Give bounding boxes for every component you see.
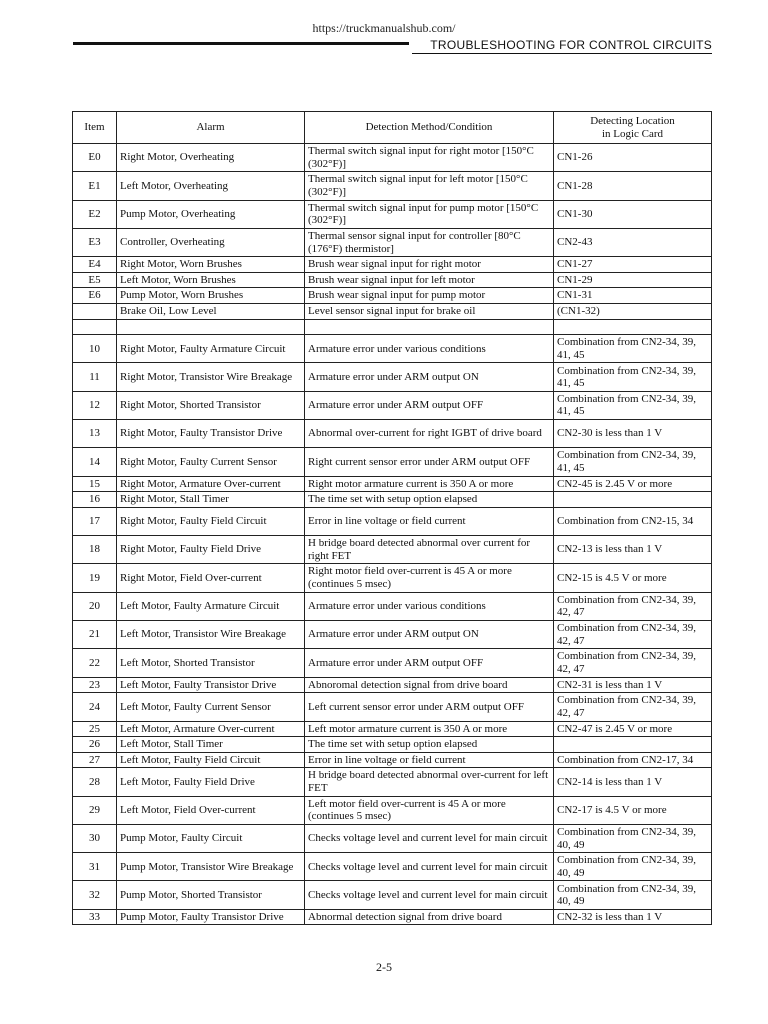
cell-alarm: Brake Oil, Low Level — [117, 303, 305, 319]
cell-method: The time set with setup option elapsed — [305, 737, 554, 753]
header-location-line1: Detecting Location — [590, 114, 675, 127]
cell-item: 31 — [73, 853, 117, 881]
cell-alarm: Right Motor, Worn Brushes — [117, 257, 305, 273]
cell-location: Combination from CN2-34, 39, 41, 45 — [554, 363, 712, 391]
cell-location: Combination from CN2-34, 39, 41, 45 — [554, 391, 712, 419]
cell-item: E2 — [73, 200, 117, 228]
alarm-table-body — [73, 144, 712, 925]
cell-method: Armature error under various conditions — [305, 592, 554, 620]
cell-alarm: Left Motor, Faulty Transistor Drive — [117, 677, 305, 693]
table-row — [73, 319, 712, 335]
cell-location: Combination from CN2-34, 39, 42, 47 — [554, 592, 712, 620]
cell-location: CN2-45 is 2.45 V or more — [554, 476, 712, 492]
cell-method: Thermal switch signal input for right motor [150°C (302°F)] — [305, 144, 554, 172]
cell-alarm: Left Motor, Shorted Transistor — [117, 649, 305, 677]
cell-method: Right motor field over-current is 45 A or more (continues 5 msec) — [305, 564, 554, 592]
cell-alarm: Right Motor, Field Over-current — [117, 564, 305, 592]
cell-location: CN2-43 — [554, 228, 712, 256]
cell-location: CN2-14 is less than 1 V — [554, 768, 712, 796]
table-row — [73, 335, 712, 363]
table-row — [73, 228, 712, 256]
cell-item: E6 — [73, 288, 117, 304]
cell-method: Abnormal detection signal from drive board — [305, 909, 554, 925]
cell-alarm: Left Motor, Faulty Current Sensor — [117, 693, 305, 721]
table-row — [73, 288, 712, 304]
cell-alarm: Pump Motor, Shorted Transistor — [117, 881, 305, 909]
cell-item: 24 — [73, 693, 117, 721]
cell-alarm: Controller, Overheating — [117, 228, 305, 256]
cell-method: The time set with setup option elapsed — [305, 492, 554, 508]
cell-item: 18 — [73, 536, 117, 564]
cell-method: Brush wear signal input for left motor — [305, 272, 554, 288]
table-row — [73, 564, 712, 592]
cell-method: Right current sensor error under ARM output OFF — [305, 448, 554, 476]
cell-location: CN2-15 is 4.5 V or more — [554, 564, 712, 592]
table-row — [73, 752, 712, 768]
table-row — [73, 721, 712, 737]
cell-alarm: Right Motor, Shorted Transistor — [117, 391, 305, 419]
cell-location: Combination from CN2-34, 39, 41, 45 — [554, 335, 712, 363]
cell-location: CN1-26 — [554, 144, 712, 172]
table-row — [73, 824, 712, 852]
cell-alarm: Right Motor, Faulty Field Circuit — [117, 507, 305, 535]
table-row — [73, 592, 712, 620]
cell-item: E4 — [73, 257, 117, 273]
cell-location: CN2-47 is 2.45 V or more — [554, 721, 712, 737]
cell-item: 33 — [73, 909, 117, 925]
cell-item: 21 — [73, 621, 117, 649]
cell-alarm: Left Motor, Faulty Field Drive — [117, 768, 305, 796]
table-row — [73, 144, 712, 172]
cell-location: CN1-31 — [554, 288, 712, 304]
cell-location: CN1-29 — [554, 272, 712, 288]
table-row — [73, 363, 712, 391]
cell-location: CN1-27 — [554, 257, 712, 273]
cell-method: Armature error under ARM output OFF — [305, 391, 554, 419]
table-row — [73, 649, 712, 677]
header-location-line2: in Logic Card — [601, 127, 664, 140]
cell-location: Combination from CN2-34, 39, 42, 47 — [554, 693, 712, 721]
table-row — [73, 909, 712, 925]
cell-item: E5 — [73, 272, 117, 288]
cell-location: Combination from CN2-34, 39, 41, 45 — [554, 448, 712, 476]
cell-location: Combination from CN2-34, 39, 42, 47 — [554, 649, 712, 677]
cell-item: 29 — [73, 796, 117, 824]
cell-item: 20 — [73, 592, 117, 620]
table-row — [73, 768, 712, 796]
cell-alarm: Left Motor, Worn Brushes — [117, 272, 305, 288]
table-row — [73, 737, 712, 753]
cell-location: CN2-17 is 4.5 V or more — [554, 796, 712, 824]
table-header-row — [73, 112, 712, 144]
cell-item: 28 — [73, 768, 117, 796]
cell-method: Armature error under various conditions — [305, 335, 554, 363]
cell-location: CN2-30 is less than 1 V — [554, 420, 712, 448]
cell-method: Armature error under ARM output OFF — [305, 649, 554, 677]
cell-alarm: Pump Motor, Worn Brushes — [117, 288, 305, 304]
header-alarm: Alarm — [117, 112, 305, 144]
page-number: 2-5 — [376, 960, 392, 974]
cell-item: 19 — [73, 564, 117, 592]
cell-location: Combination from CN2-34, 39, 42, 47 — [554, 621, 712, 649]
cell-alarm: Left Motor, Faulty Armature Circuit — [117, 592, 305, 620]
table-row — [73, 492, 712, 508]
section-title: TROUBLESHOOTING FOR CONTROL CIRCUITS — [430, 38, 712, 52]
cell-method: Armature error under ARM output ON — [305, 363, 554, 391]
cell-alarm: Left Motor, Faulty Field Circuit — [117, 752, 305, 768]
cell-method: Error in line voltage or field current — [305, 507, 554, 535]
table-row — [73, 507, 712, 535]
header-method: Detection Method/Condition — [305, 112, 554, 144]
header-item: Item — [73, 112, 117, 144]
table-row — [73, 391, 712, 419]
cell-method: Left motor field over-current is 45 A or more (continues 5 msec) — [305, 796, 554, 824]
cell-method: Left motor armature current is 350 A or more — [305, 721, 554, 737]
table-row — [73, 172, 712, 200]
cell-item: 26 — [73, 737, 117, 753]
cell-method: Brush wear signal input for right motor — [305, 257, 554, 273]
cell-location: Combination from CN2-15, 34 — [554, 507, 712, 535]
table-row — [73, 621, 712, 649]
cell-item: 22 — [73, 649, 117, 677]
cell-item: 15 — [73, 476, 117, 492]
cell-location — [554, 492, 712, 508]
table-row — [73, 257, 712, 273]
header-location — [554, 112, 712, 144]
cell-item: 32 — [73, 881, 117, 909]
cell-location: CN2-13 is less than 1 V — [554, 536, 712, 564]
cell-method: Right motor armature current is 350 A or more — [305, 476, 554, 492]
cell-item: 23 — [73, 677, 117, 693]
header-rule — [73, 42, 409, 45]
cell-alarm: Right Motor, Faulty Field Drive — [117, 536, 305, 564]
cell-method: Checks voltage level and current level for main circuit — [305, 853, 554, 881]
cell-location: CN1-28 — [554, 172, 712, 200]
cell-alarm: Left Motor, Field Over-current — [117, 796, 305, 824]
cell-location: CN2-31 is less than 1 V — [554, 677, 712, 693]
table-row — [73, 200, 712, 228]
cell-item: 25 — [73, 721, 117, 737]
cell-item: E0 — [73, 144, 117, 172]
cell-item: 10 — [73, 335, 117, 363]
cell-location: CN1-30 — [554, 200, 712, 228]
table-row — [73, 272, 712, 288]
cell-method: Left current sensor error under ARM output OFF — [305, 693, 554, 721]
cell-method: Brush wear signal input for pump motor — [305, 288, 554, 304]
alarm-table — [72, 111, 712, 925]
cell-method: Abnormal over-current for right IGBT of drive board — [305, 420, 554, 448]
cell-method: Thermal sensor signal input for controller [80°C (176°F) thermistor] — [305, 228, 554, 256]
table-row — [73, 881, 712, 909]
cell-item — [73, 319, 117, 335]
cell-item: E1 — [73, 172, 117, 200]
cell-item: 11 — [73, 363, 117, 391]
cell-alarm: Pump Motor, Transistor Wire Breakage — [117, 853, 305, 881]
cell-location: Combination from CN2-34, 39, 40, 49 — [554, 881, 712, 909]
cell-location: Combination from CN2-34, 39, 40, 49 — [554, 853, 712, 881]
cell-alarm: Right Motor, Faulty Current Sensor — [117, 448, 305, 476]
table-row — [73, 853, 712, 881]
cell-item: 16 — [73, 492, 117, 508]
cell-method: Error in line voltage or field current — [305, 752, 554, 768]
table-row — [73, 693, 712, 721]
cell-location — [554, 737, 712, 753]
table-row — [73, 420, 712, 448]
cell-location: CN2-32 is less than 1 V — [554, 909, 712, 925]
cell-method: Thermal switch signal input for pump motor [150°C (302°F)] — [305, 200, 554, 228]
table-row — [73, 448, 712, 476]
cell-alarm: Right Motor, Faulty Transistor Drive — [117, 420, 305, 448]
table-row — [73, 796, 712, 824]
cell-item: E3 — [73, 228, 117, 256]
table-row — [73, 303, 712, 319]
cell-item: 12 — [73, 391, 117, 419]
cell-method: Thermal switch signal input for left motor [150°C (302°F)] — [305, 172, 554, 200]
cell-item: 17 — [73, 507, 117, 535]
cell-method: H bridge board detected abnormal over current for right FET — [305, 536, 554, 564]
cell-alarm: Pump Motor, Faulty Transistor Drive — [117, 909, 305, 925]
cell-method: Checks voltage level and current level for main circuit — [305, 824, 554, 852]
cell-method: Abnoromal detection signal from drive board — [305, 677, 554, 693]
cell-alarm: Right Motor, Stall Timer — [117, 492, 305, 508]
cell-alarm: Right Motor, Armature Over-current — [117, 476, 305, 492]
section-title-underline — [412, 53, 712, 54]
cell-method: Level sensor signal input for brake oil — [305, 303, 554, 319]
source-url[interactable]: https://truckmanualshub.com/ — [312, 21, 456, 35]
cell-location: Combination from CN2-17, 34 — [554, 752, 712, 768]
cell-method — [305, 319, 554, 335]
cell-location: (CN1-32) — [554, 303, 712, 319]
cell-alarm: Left Motor, Armature Over-current — [117, 721, 305, 737]
table-row — [73, 476, 712, 492]
cell-item: 13 — [73, 420, 117, 448]
cell-item: 30 — [73, 824, 117, 852]
cell-alarm — [117, 319, 305, 335]
cell-location — [554, 319, 712, 335]
cell-alarm: Pump Motor, Overheating — [117, 200, 305, 228]
cell-location: Combination from CN2-34, 39, 40, 49 — [554, 824, 712, 852]
table-row — [73, 677, 712, 693]
cell-alarm: Pump Motor, Faulty Circuit — [117, 824, 305, 852]
cell-method: Armature error under ARM output ON — [305, 621, 554, 649]
cell-alarm: Right Motor, Transistor Wire Breakage — [117, 363, 305, 391]
table-row — [73, 536, 712, 564]
cell-alarm: Left Motor, Overheating — [117, 172, 305, 200]
cell-item: 14 — [73, 448, 117, 476]
cell-alarm: Right Motor, Faulty Armature Circuit — [117, 335, 305, 363]
cell-alarm: Left Motor, Stall Timer — [117, 737, 305, 753]
cell-alarm: Right Motor, Overheating — [117, 144, 305, 172]
cell-method: Checks voltage level and current level for main circuit — [305, 881, 554, 909]
cell-alarm: Left Motor, Transistor Wire Breakage — [117, 621, 305, 649]
cell-method: H bridge board detected abnormal over-current for left FET — [305, 768, 554, 796]
cell-item: 27 — [73, 752, 117, 768]
cell-item — [73, 303, 117, 319]
